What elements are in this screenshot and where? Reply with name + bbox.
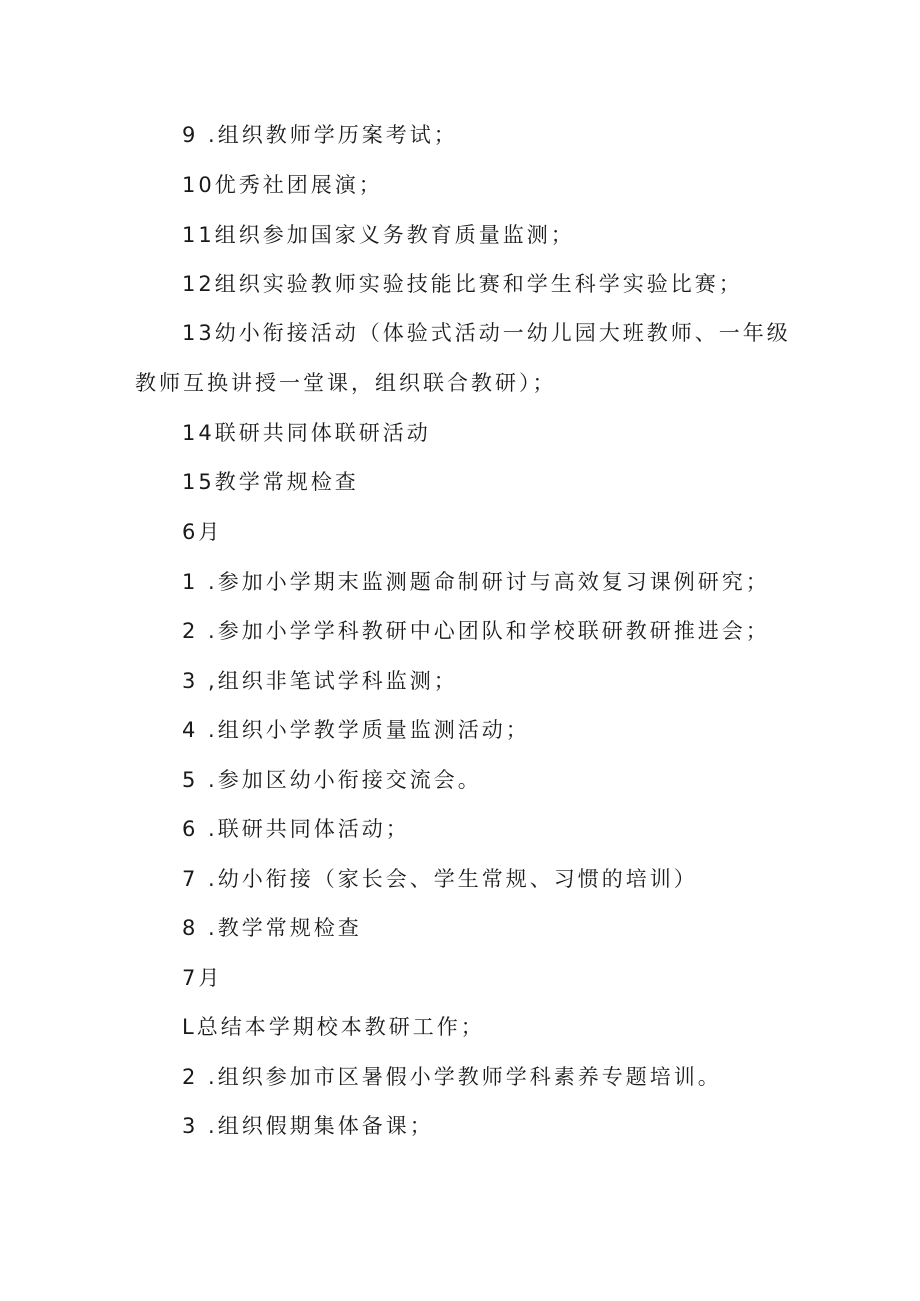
text-line: 5 .参加区幼小衔接交流会。 xyxy=(182,768,482,792)
text-line: 3 .组织假期集体备课； xyxy=(182,1114,434,1138)
text-line: L总结本学期校本教研工作； xyxy=(182,1015,485,1039)
text-line: 2 .组织参加市区暑假小学教师学科素养专题培训。 xyxy=(182,1065,722,1089)
text-line: 4 .组织小学教学质量监测活动； xyxy=(182,718,530,742)
text-line: 6 .联研共同体活动； xyxy=(182,817,410,841)
text-line: 1 .参加小学期末监测题命制研讨与高效复习课例研究； xyxy=(182,570,770,594)
text-line: 教师互换讲授一堂课，组织联合教研）； xyxy=(135,371,557,395)
text-line: 3 ,组织非笔试学科监测； xyxy=(182,669,458,693)
text-line: 7 .幼小衔接（家长会、学生常规、习惯的培训） xyxy=(182,867,698,891)
text-line: 15教学常规检查 xyxy=(182,470,359,494)
text-line: 14联研共同体联研活动 xyxy=(182,421,431,445)
section-heading-june: 6月 xyxy=(182,520,223,544)
text-line: 9 .组织教师学历案考试； xyxy=(182,123,458,147)
section-heading-july: 7月 xyxy=(182,966,223,990)
text-line: 13幼小衔接活动（体验式活动一幼儿园大班教师、一年级 xyxy=(182,321,791,345)
text-line: 11组织参加国家义务教育质量监测； xyxy=(182,223,575,247)
text-line: 2 .参加小学学科教研中心团队和学校联研教研推进会； xyxy=(182,619,770,643)
text-line: 8 .教学常规检查 xyxy=(182,916,362,940)
text-line: 12组织实验教师实验技能比赛和学生科学实验比赛； xyxy=(182,272,743,296)
text-line: 10优秀社团展演； xyxy=(182,173,383,197)
